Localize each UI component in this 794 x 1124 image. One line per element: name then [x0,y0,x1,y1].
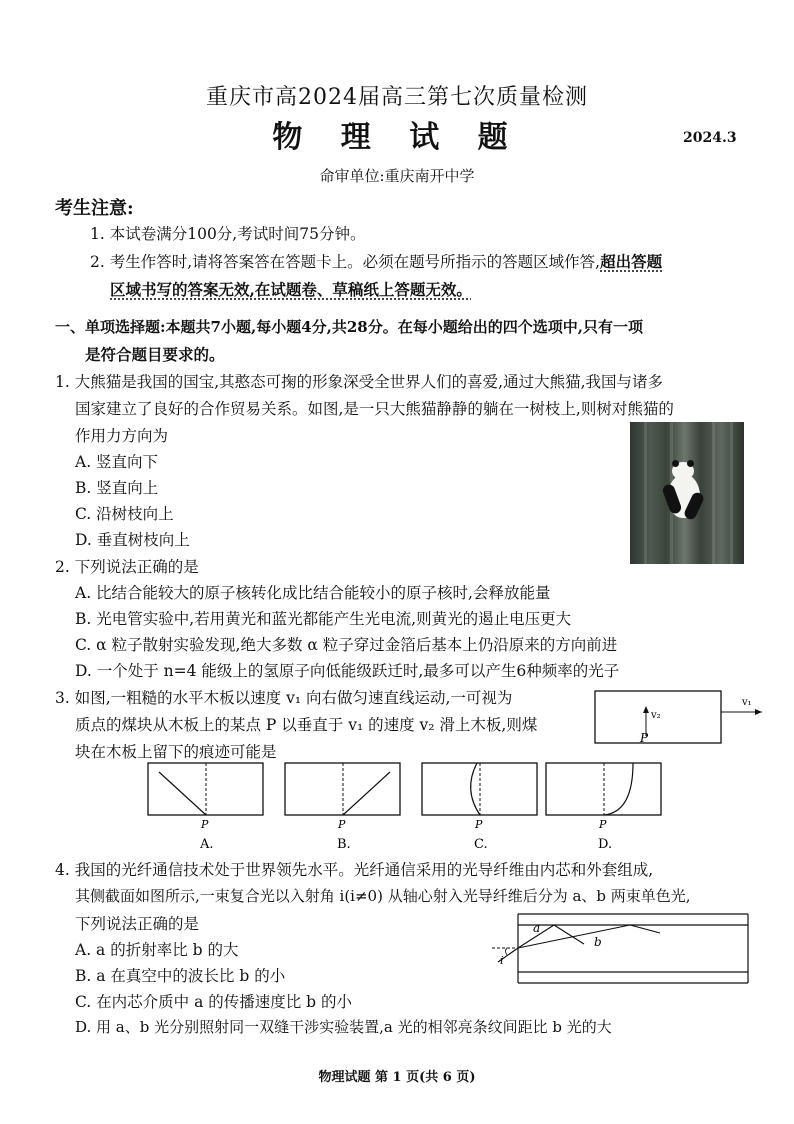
q3-stem-line-1: 3. 如图,一粗糙的水平木板以速度 v₁ 向右做匀速直线运动,一可视为 [55,689,513,707]
q3-choice-b [285,763,400,852]
q3-choice-d-label: D. [598,837,613,852]
exam-title: 重庆市高2024届高三第七次质量检测 [206,85,588,110]
q3-choice-d-point: P [599,818,607,831]
notice-item-1: 1. 本试卷满分100分,考试时间75分钟。 [90,225,366,243]
q3-choice-b-point: P [338,818,346,831]
q4-stem-line-1: 4. 我国的光纤通信技术处于世界领先水平。光纤通信采用的光导纤维由内芯和外套组成, [55,861,654,879]
q4-option-d: D. 用 a、b 光分别照射同一双缝干涉实验装置,a 光的相邻亮条纹间距比 b 光的大 [75,1018,612,1036]
q3-choice-c [422,763,537,852]
q4-fig-i-label: i [500,954,504,967]
q4-fig-b-label: b [594,935,602,949]
q4-fiber-figure [490,910,752,996]
q3-choice-a-point: P [201,818,209,831]
notice-item-2-continued: 区域书写的答案无效,在试题卷、草稿纸上答题无效。 [110,280,472,299]
q3-choice-c-label: C. [474,837,488,852]
notice-item-2-text: 2. 考生作答时,请将答案答在答题卡上。必须在题号所指示的答题区域作答, [90,253,601,271]
q2-option-c: C. α 粒子散射实验发现,绝大多数 α 粒子穿过金箔后基本上仍沿原来的方向前进 [75,636,618,654]
q2-option-b: B. 光电管实验中,若用黄光和蓝光都能产生光电流,则黄光的遏止电压更大 [75,610,572,628]
section-heading: 一、单项选择题:本题共7小题,每小题4分,共28分。在每小题给出的四个选项中,只有一项 [55,318,643,336]
q3-stem-line-2: 质点的煤块从木板上的某点 P 以垂直于 v₁ 的速度 v₂ 滑上木板,则煤 [75,716,538,734]
notice-heading: 考生注意: [55,198,134,219]
q3-fig-v2-label: v₂ [651,710,661,721]
notice-item-2-emphasis: 超出答题 [600,252,663,271]
q3-fig-p-label: P [640,731,649,745]
q1-option-a: A. 竖直向下 [75,453,159,471]
q3-choice-c-point: P [475,818,483,831]
q3-choice-figures [145,760,665,855]
q3-choice-a-label: A. [200,837,214,852]
q4-option-c: C. 在内芯介质中 a 的传播速度比 b 的小 [75,993,353,1011]
q1-stem-line-2: 国家建立了良好的合作贸易关系。如图,是一只大熊猫静静的躺在一树枝上,则树对熊猫的 [75,400,674,418]
q1-option-b: B. 竖直向上 [75,479,159,497]
q4-fig-a-label: a [533,921,541,935]
q4-option-b: B. a 在真空中的波长比 b 的小 [75,967,286,985]
q1-option-d: D. 垂直树枝向上 [75,531,190,549]
q4-stem-line-3: 下列说法正确的是 [75,915,200,933]
q1-option-c: C. 沿树枝向上 [75,505,174,523]
setter-unit: 命审单位:重庆南开中学 [319,167,475,185]
q2-stem: 2. 下列说法正确的是 [55,558,199,576]
subject-title: 物 理 试 题 [272,120,522,155]
q3-choice-d [546,763,661,852]
q3-board-figure [590,688,770,748]
q1-stem-line-1: 1. 大熊猫是我国的国宝,其憨态可掬的形象深受全世界人们的喜爱,通过大熊猫,我国与诸多 [55,373,663,391]
notice-item-2 [90,250,662,272]
page-footer: 物理试题 第 1 页(共 6 页) [318,1070,476,1085]
exam-date: 2024.3 [683,130,737,146]
q3-stem-line-3: 块在木板上留下的痕迹可能是 [75,743,277,761]
q2-option-a: A. 比结合能较大的原子核转化成比结合能较小的原子核时,会释放能量 [75,584,551,602]
section-heading-continued: 是符合题目要求的。 [85,345,225,364]
q4-stem-line-2: 其侧截面如图所示,一束复合光以入射角 i(i≠0) 从轴心射入光导纤维后分为 a、b 两束单色光, [75,887,691,905]
panda-photo [630,422,744,564]
q1-stem-line-3: 作用力方向为 [75,427,169,445]
q2-option-d: D. 一个处于 n=4 能级上的氢原子向低能级跃迁时,最多可以产生6种频率的光子 [75,662,620,680]
q3-choice-b-label: B. [337,837,351,852]
q4-option-a: A. a 的折射率比 b 的大 [75,941,239,959]
q3-choice-a [148,763,263,852]
q3-fig-v1-label: v₁ [742,697,752,708]
